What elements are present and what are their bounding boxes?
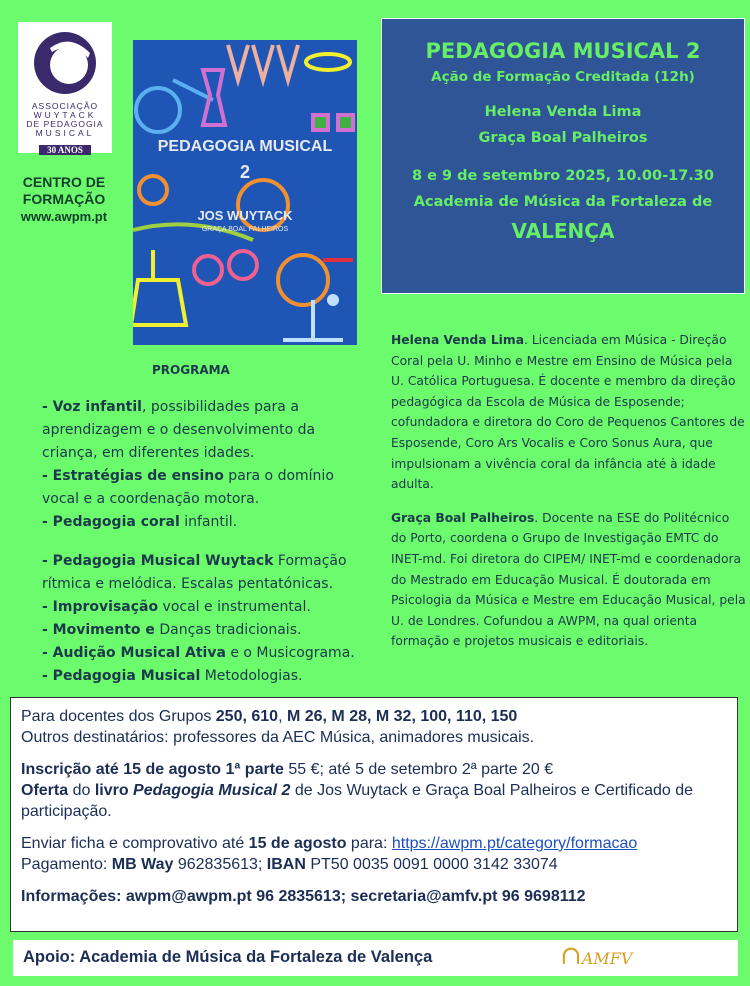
cover-author: JOS WUYTACK [197, 208, 293, 223]
text: e o Musicograma. [225, 645, 355, 661]
bold-text: IBAN [266, 856, 306, 873]
bold-text: - Movimento e [42, 622, 155, 638]
text: Metodologias. [200, 668, 303, 684]
text: vocal e instrumental. [158, 599, 311, 615]
bold-text: - Pedagogia coral [42, 514, 180, 530]
text: Danças tradicionais. [154, 622, 302, 638]
payment-info [21, 833, 727, 875]
text: , possibilidades para a aprendizagem e o desenvolvimento da criança, em diferentes idades. [42, 399, 316, 461]
logo-line: MUSICAL [35, 128, 95, 138]
centro-line1: CENTRO DE [22, 174, 106, 190]
bold-text: M 26, M 28, M 32, 100, 110, 150 [286, 708, 518, 725]
program-item [42, 619, 372, 642]
centro-formacao [0, 174, 128, 225]
centro-line2: FORMAÇÃO [22, 191, 106, 207]
text: para o domínio vocal e a coordenação motora. [42, 468, 334, 507]
book-title: Pedagogia Musical 2 [133, 782, 291, 799]
awpm-logo [18, 22, 112, 153]
bold-text: Helena Venda Lima [391, 333, 525, 347]
cover-number: 2 [239, 162, 250, 182]
bold-text: - Improvisação [42, 599, 159, 615]
info-box [10, 697, 738, 932]
bold-text: - Audição Musical Ativa [42, 645, 226, 661]
text: de Jos Wuytack e Graça Boal Palheiros e Certificado de participação. [21, 782, 694, 820]
program-list [42, 396, 372, 688]
link[interactable]: https://awpm.pt/category/formacao [391, 835, 638, 852]
audience-info [21, 706, 727, 748]
text: 55 €; até 5 de setembro 2ª parte 20 € [283, 761, 554, 778]
text: para: [346, 835, 392, 852]
bold-text: Graça Boal Palheiros [391, 510, 535, 525]
text: Enviar ficha e comprovativo até [21, 835, 249, 852]
program-item [42, 465, 372, 511]
text: Pagamento: [21, 856, 112, 873]
text: 962835613; [173, 856, 267, 873]
bold-text: MB Way [111, 856, 174, 873]
text: infantil. [179, 514, 238, 530]
trainer-bios [391, 330, 746, 665]
cover-title: PEDAGOGIA MUSICAL [157, 138, 333, 155]
program-item [42, 596, 372, 619]
program-item [42, 550, 372, 596]
program-item [42, 511, 372, 534]
website-link[interactable]: www.awpm.pt [20, 209, 108, 224]
amfv-logo-text: AMFV [581, 949, 633, 968]
spacer [42, 534, 372, 550]
program-item [42, 665, 372, 688]
logo-line: WUYTACK [33, 110, 97, 120]
course-subtitle: Ação de Formação Creditada (12h) [431, 69, 695, 85]
bold-text: - Voz infantil [42, 399, 142, 415]
bold-text: - Pedagogia Musical Wuytack [42, 553, 274, 569]
bold-text: Inscrição até 15 de agosto 1ª parte [21, 761, 284, 778]
program-item [42, 642, 372, 665]
text: , [278, 708, 287, 725]
logo-line: ASSOCIAÇÃO [31, 101, 99, 111]
logo-anos: 30 ANOS [39, 145, 91, 155]
course-venue: Academia de Música da Fortaleza de [413, 194, 713, 210]
bio-graca [391, 508, 746, 652]
swirl-logo-icon [30, 28, 100, 98]
trainer-1: Helena Venda Lima [484, 104, 642, 120]
logo-line: DE PEDAGOGIA [26, 119, 104, 129]
bold-text: livro [94, 782, 134, 799]
registration-info [21, 759, 727, 822]
book-cover [133, 40, 357, 345]
text: . Licenciada em Música - Direção Coral pela U. Minho e Mestre em Ensino de Música pela U. Católica Portuguesa. É docente e membro da direção pedagógica da Escola de Música de Esposende; cofundadora e diretora do Coro de Pequenos Cantores de Esposende, Coro Ars Vocalis e Coro Sonus Aura, que impulsionam a vivência coral da infância até à idade adulta. [391, 333, 745, 492]
bold-text: Oferta [21, 782, 69, 799]
amfv-logo [560, 941, 632, 971]
contact-info [21, 886, 727, 907]
course-date: 8 e 9 de setembro 2025, 10.00-17.30 [412, 168, 714, 184]
trainer-2: Graça Boal Palheiros [478, 130, 648, 146]
course-title: PEDAGOGIA MUSICAL 2 [425, 39, 701, 63]
text: PT50 0035 0091 0000 3142 33074 [305, 856, 558, 873]
course-header-box [381, 18, 745, 294]
text: Outros destinatários: professores da AEC Música, animadores musicais. [21, 729, 535, 746]
bio-helena [391, 330, 746, 495]
bold-text: Informações: awpm@awpm.pt 96 2835613; secretaria@amfv.pt 96 9698112 [21, 888, 586, 905]
programa-heading: PROGRAMA [152, 363, 230, 377]
program-item [42, 396, 372, 465]
bold-text: 250, 610 [215, 708, 279, 725]
bold-text: - Pedagogia Musical [42, 668, 201, 684]
text: Para docentes dos Grupos [21, 708, 216, 725]
apoio-text: Apoio: Academia de Música da Fortaleza de Valença [23, 948, 433, 966]
text: . Docente na ESE do Politécnico do Porto, coordena o Grupo de Investigação EMTC do INET-md. Foi diretora do CIPEM/ INET-md e coordenadora do Mestrado em Educação Musical. É doutorada em Psicologia da Música e Mestre em Educação Musical, pela U. de Londres. Cofundou a AWPM, na qual orienta formação e projetos musicais e editoriais. [391, 510, 746, 649]
course-city: VALENÇA [511, 219, 615, 243]
text: do [68, 782, 95, 799]
arch-icon: ∩ [560, 941, 582, 971]
bold-text: - Estratégias de ensino [42, 468, 224, 484]
text: Formação rítmica e melódica. Escalas pentatónicas. [42, 553, 347, 592]
bold-text: 15 de agosto [248, 835, 347, 852]
instruments-illustration-icon [133, 40, 357, 345]
cover-coauthor: GRAÇA BOAL PALHEIROS [201, 226, 289, 233]
